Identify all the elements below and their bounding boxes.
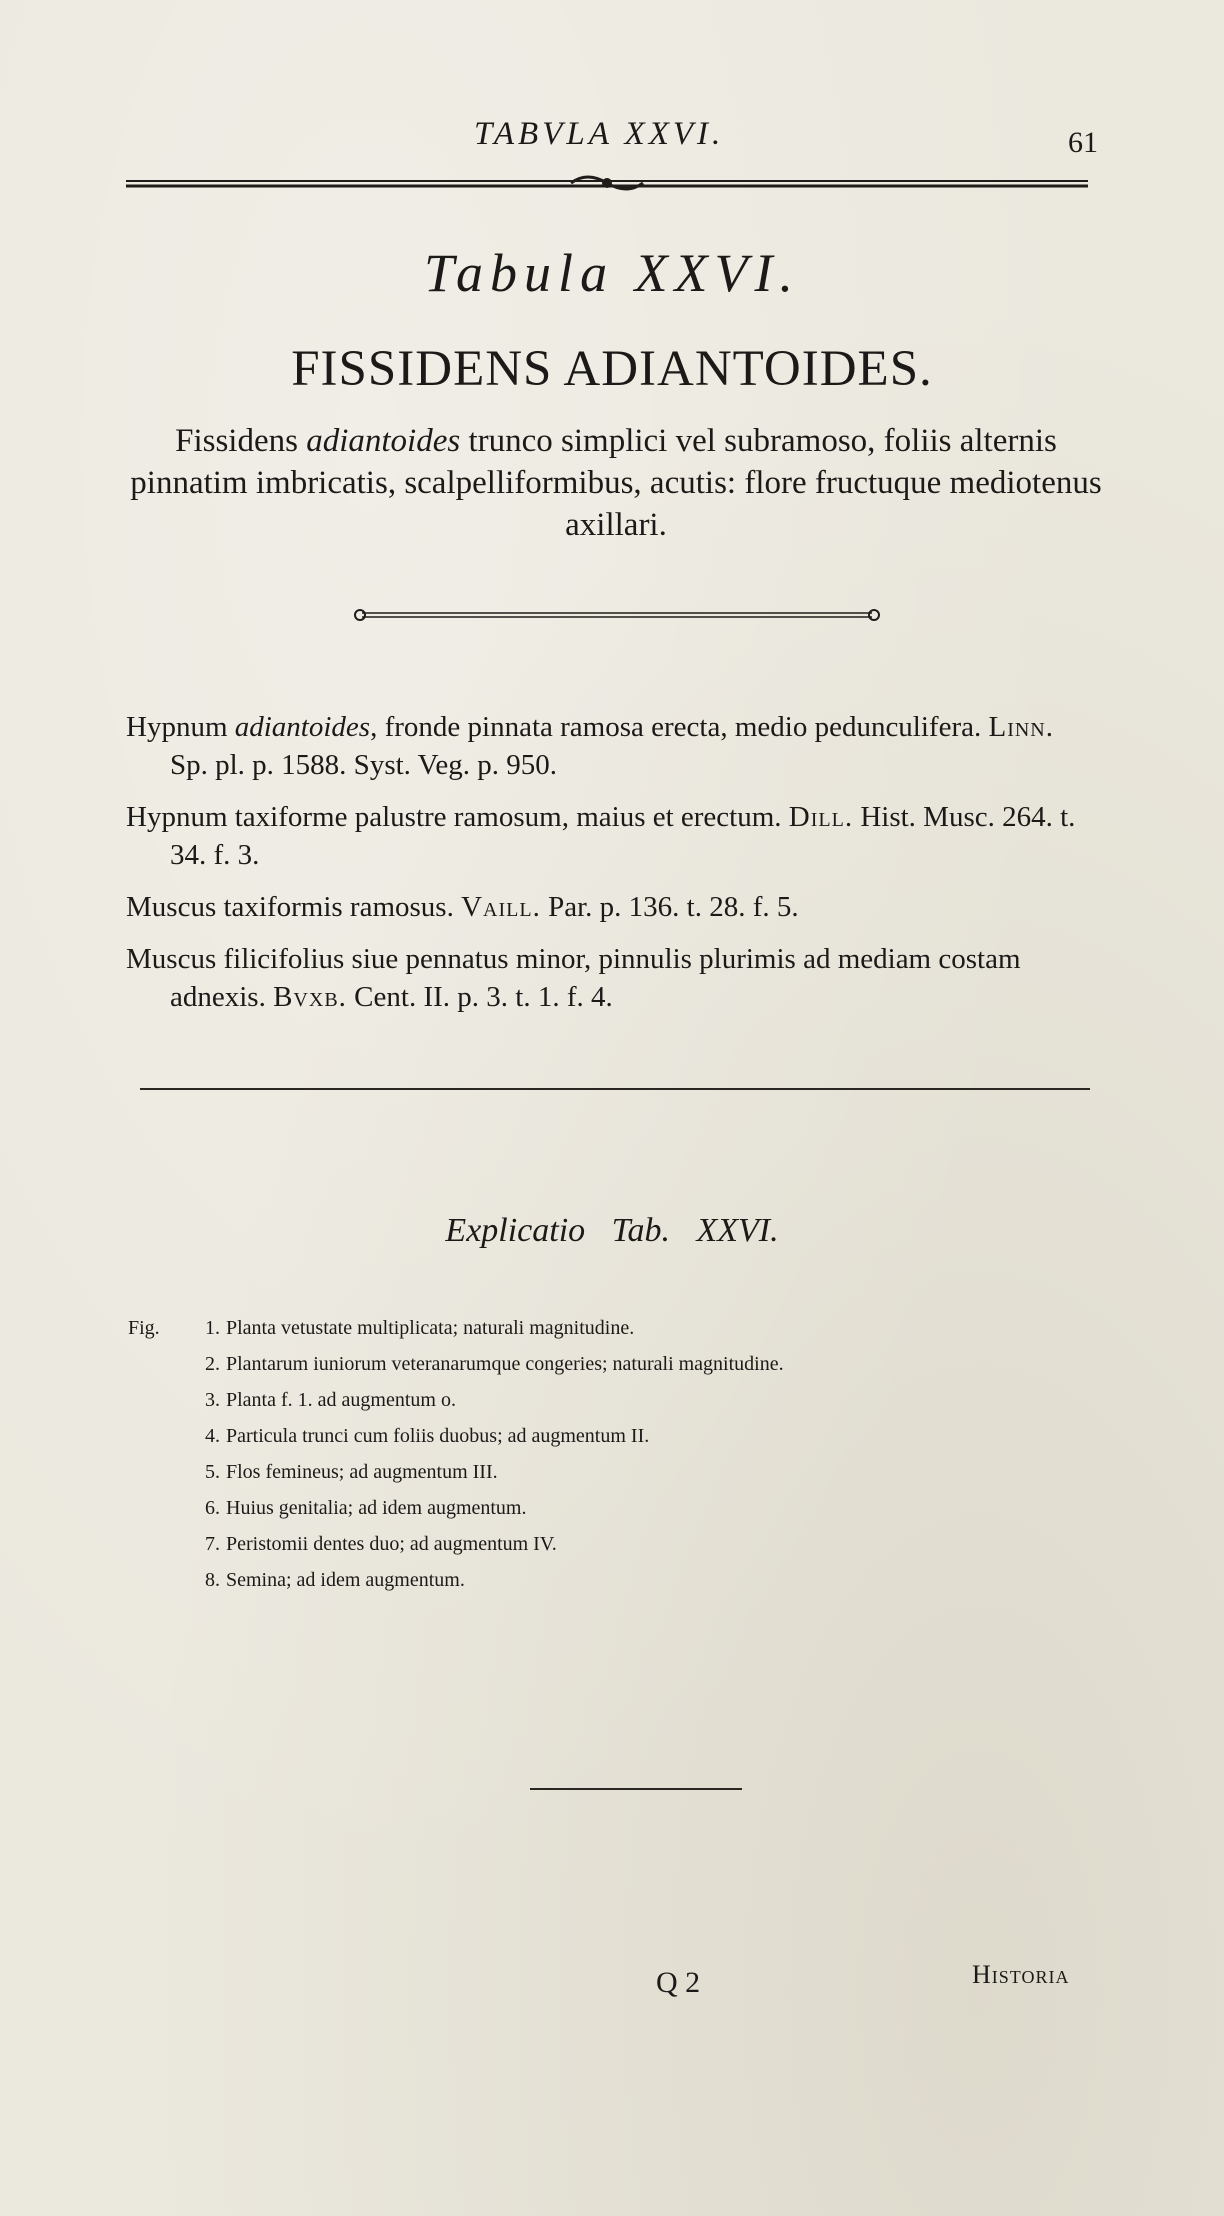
fig-label: Fig.	[128, 1317, 160, 1339]
figure-item	[128, 1526, 1028, 1562]
synonymy-list	[126, 708, 1096, 1030]
figure-item	[128, 1490, 1028, 1526]
figure-item	[128, 1310, 1028, 1346]
synonym-reference: Cent. II. p. 3. t. 1. f. 4.	[354, 981, 613, 1013]
synonym-reference: Sp. pl. p. 1588. Syst. Veg. p. 950.	[170, 749, 557, 781]
section-rule	[140, 1088, 1090, 1090]
figure-description: Flos femineus; ad augmentum III.	[226, 1461, 498, 1483]
synonym-author: Vaill.	[461, 891, 541, 923]
figure-item	[128, 1454, 1028, 1490]
figure-number: 5.	[205, 1461, 220, 1483]
figure-description: Semina; ad idem augmentum.	[226, 1569, 465, 1591]
page-number: 61	[1068, 126, 1098, 159]
figure-description: Planta f. 1. ad augmentum o.	[226, 1389, 456, 1411]
figure-description: Particula trunci cum foliis duobus; ad augmentum II.	[226, 1425, 650, 1447]
diagnosis-text: trunco simplici vel subramoso, foliis alternis pinnatim imbricatis, scalpelliformibus, acutis: flore fructuque mediotenus axillari.	[130, 423, 1102, 543]
figure-item	[128, 1382, 1028, 1418]
figure-list	[128, 1310, 1028, 1598]
closing-rule	[530, 1788, 742, 1790]
synonym-author: Linn.	[988, 711, 1054, 743]
figure-item	[128, 1418, 1028, 1454]
figure-number: 6.	[205, 1497, 220, 1519]
figure-description: Planta vetustate multiplicata; naturali magnitudine.	[226, 1317, 635, 1339]
figure-description: Plantarum iuniorum veteranarumque congeries; naturali magnitudine.	[226, 1353, 784, 1375]
synonym-entry	[126, 888, 1096, 926]
synonym-author: Dill.	[788, 801, 854, 833]
synonym-lead: Hypnum	[126, 711, 228, 743]
synonym-entry	[126, 798, 1096, 874]
ornamental-divider	[352, 608, 882, 622]
diagnosis-genus: Fissidens	[175, 423, 298, 459]
synonym-text: , fronde pinnata ramosa erecta, medio pedunculifera.	[370, 711, 982, 743]
signature-mark: Q 2	[656, 1966, 701, 1999]
synonym-lead: Hypnum taxiforme palustre ramosum, maius et erectum.	[126, 801, 782, 833]
figure-number: 3.	[205, 1389, 220, 1411]
figure-number: 7.	[205, 1533, 220, 1555]
species-title: FISSIDENS ADIANTOIDES.	[291, 341, 933, 397]
figure-number: 4.	[205, 1425, 220, 1447]
ornamental-rule	[126, 172, 1088, 196]
figure-description: Peristomii dentes duo; ad augmentum IV.	[226, 1533, 557, 1555]
plate-title: Tabula XXVI.	[423, 243, 801, 303]
synonym-lead: Muscus taxiformis ramosus.	[126, 891, 454, 923]
figure-item	[128, 1562, 1028, 1598]
figure-number: 1.	[205, 1317, 220, 1339]
synonym-epithet: adiantoides	[234, 711, 371, 743]
figure-number: 2.	[205, 1353, 220, 1375]
diagnosis-epithet: adiantoides	[306, 423, 461, 459]
synonym-reference: Par. p. 136. t. 28. f. 5.	[548, 891, 799, 923]
catchword: Historia	[972, 1960, 1070, 1989]
synonym-author: Bvxb.	[273, 981, 347, 1013]
figure-description: Huius genitalia; ad idem augmentum.	[226, 1497, 527, 1519]
synonym-entry	[126, 940, 1096, 1016]
figure-number: 8.	[205, 1569, 220, 1591]
synonym-entry	[126, 708, 1096, 784]
figure-item	[128, 1346, 1028, 1382]
running-head: TABVLA XXVI.	[474, 116, 725, 152]
species-diagnosis	[126, 420, 1106, 546]
synonym-reference: Hist. Musc. 264. t. 34. f. 3.	[170, 801, 1076, 871]
explicatio-title: Explicatio Tab. XXVI.	[445, 1212, 779, 1249]
synonym-lead: Muscus filicifolius siue pennatus minor, pinnulis plurimis ad mediam costam adnexis.	[126, 943, 1021, 1013]
